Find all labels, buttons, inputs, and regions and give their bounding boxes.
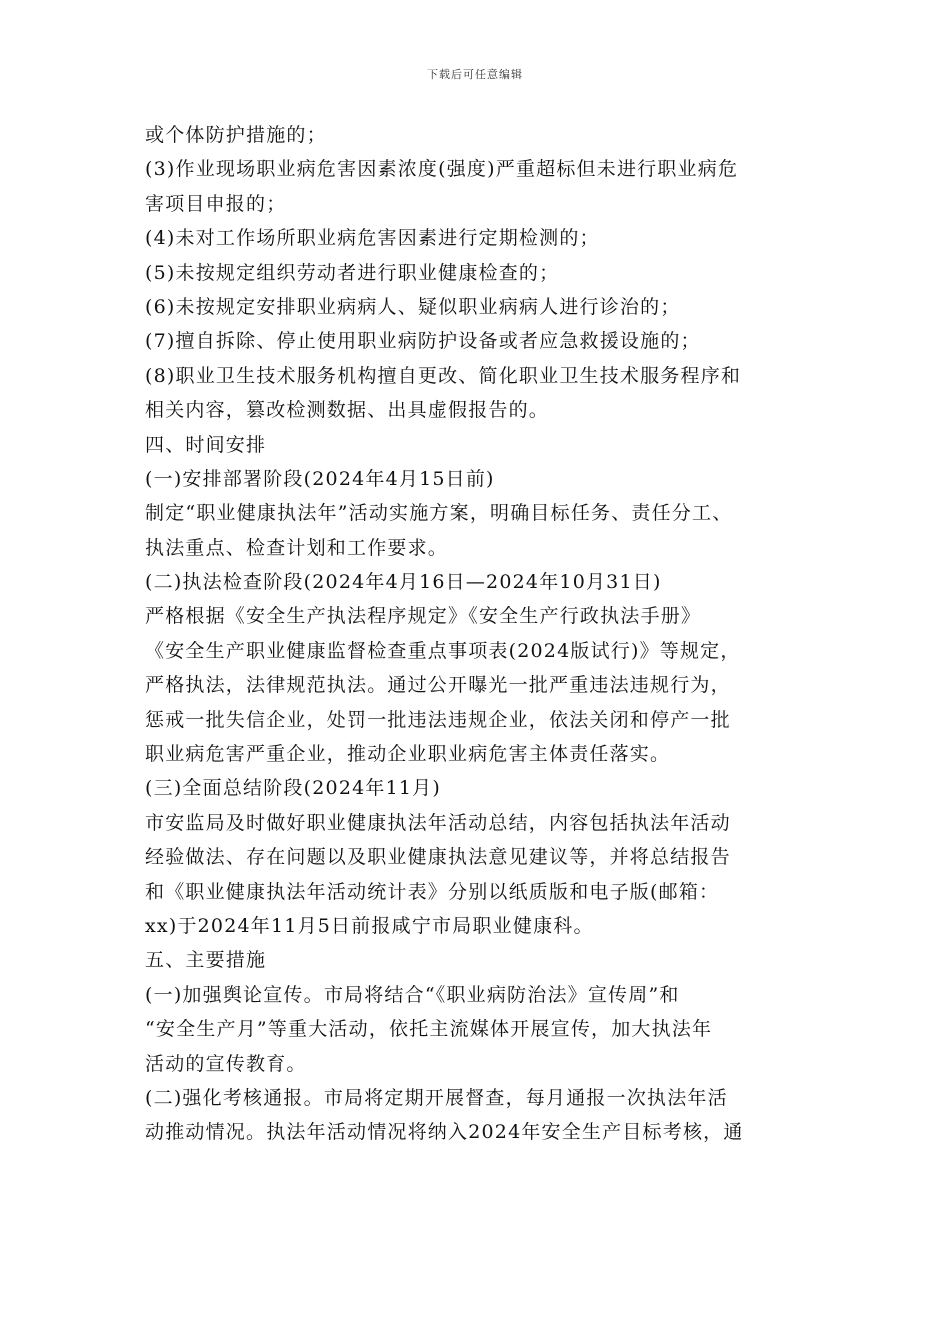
text-line: 经验做法、存在问题以及职业健康执法意见建议等，并将总结报告 bbox=[145, 846, 731, 869]
text-line: 相关内容，篡改检测数据、出具虚假报告的。 bbox=[145, 399, 550, 422]
text-line: (6)未按规定安排职业病病人、疑似职业病病人进行诊治的； bbox=[145, 295, 681, 318]
text-line: (一)加强舆论宣传。市局将结合“《职业病防治法》宣传周”和 bbox=[145, 983, 680, 1006]
text-line: 《安全生产职业健康监督检查重点事项表(2024版试行)》等规定， bbox=[145, 639, 741, 662]
text-line: (8)职业卫生技术服务机构擅自更改、简化职业卫生技术服务程序和 bbox=[145, 364, 742, 387]
subsection-heading: (三)全面总结阶段(2024年11月) bbox=[145, 777, 441, 800]
text-line: 市安监局及时做好职业健康执法年活动总结，内容包括执法年活动 bbox=[145, 811, 731, 834]
text-line: 活动的宣传教育。 bbox=[145, 1052, 307, 1075]
text-line: (5)未按规定组织劳动者进行职业健康检查的； bbox=[145, 261, 560, 284]
section-heading: 四、时间安排 bbox=[145, 433, 267, 456]
document-body bbox=[145, 118, 825, 1150]
text-line: (3)作业现场职业病危害因素浓度(强度)严重超标但未进行职业病危 bbox=[145, 158, 739, 181]
text-line: 严格根据《安全生产执法程序规定》《安全生产行政执法手册》 bbox=[145, 605, 702, 628]
text-line: (4)未对工作场所职业病危害因素进行定期检测的； bbox=[145, 227, 600, 250]
text-line: (二)强化考核通报。市局将定期开展督查，每月通报一次执法年活 bbox=[145, 1086, 728, 1109]
text-line: 严格执法，法律规范执法。通过公开曝光一批严重违法违规行为， bbox=[145, 674, 731, 697]
subsection-heading: (二)执法检查阶段(2024年4月16日—2024年10月31日) bbox=[145, 571, 662, 594]
page-header: 下载后可任意编辑 bbox=[427, 68, 523, 81]
text-line: 执法重点、检查计划和工作要求。 bbox=[145, 536, 449, 559]
text-line: 惩戒一批失信企业，处罚一批违法违规企业，依法关闭和停产一批 bbox=[145, 708, 731, 731]
text-line: (7)擅自拆除、停止使用职业病防护设备或者应急救援设施的； bbox=[145, 330, 701, 353]
section-heading: 五、主要措施 bbox=[145, 949, 267, 972]
subsection-heading: (一)安排部署阶段(2024年4月15日前) bbox=[145, 467, 495, 490]
text-line: 或个体防护措施的； bbox=[145, 124, 327, 146]
text-line: 制定“职业健康执法年”活动实施方案，明确目标任务、责任分工、 bbox=[145, 502, 733, 525]
text-line: “安全生产月”等重大活动，依托主流媒体开展宣传，加大执法年 bbox=[145, 1018, 713, 1041]
text-line: 动推动情况。执法年活动情况将纳入2024年安全生产目标考核，通 bbox=[145, 1121, 744, 1144]
text-line: 职业病危害严重企业，推动企业职业病危害主体责任落实。 bbox=[145, 743, 671, 766]
text-line: xx)于2024年11月5日前报咸宁市局职业健康科。 bbox=[145, 914, 594, 937]
text-line: 害项目申报的； bbox=[145, 192, 287, 215]
text-line: 和《职业健康执法年活动统计表》分别以纸质版和电子版(邮箱： bbox=[145, 880, 720, 903]
